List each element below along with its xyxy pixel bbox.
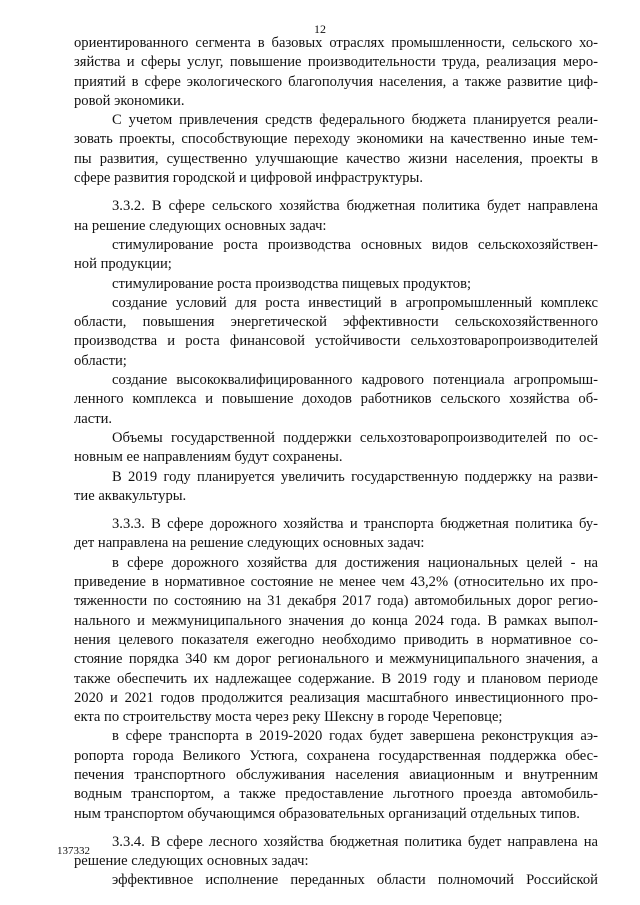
text-line: зяйства и сферы услуг, повышение производительности труда, реализация меро- xyxy=(74,54,598,71)
paragraph xyxy=(74,727,598,823)
paragraph xyxy=(74,111,598,188)
text-line: ориентированного сегмента в базовых отраслях промышленности, сельского хо- xyxy=(74,35,598,51)
text-line: также обеспечить их надлежащее содержание. В 2019 году и плановом периоде xyxy=(74,670,598,687)
text-line: ным транспортом обучающимся образовательных организаций отдельных типов. xyxy=(74,805,580,822)
text-line: ропорта города Великого Устюга, сохранена государственная поддержка обес- xyxy=(74,747,598,764)
text-line: ласти. xyxy=(74,410,113,427)
text-line: эффективное исполнение переданных области полномочий Российской xyxy=(112,872,598,889)
text-line: нального и межмуниципального значения до конца 2024 года. В рамках выпол- xyxy=(74,612,598,629)
text-line: в сфере транспорта в 2019-2020 годах будет завершена реконструкция аэ- xyxy=(112,728,598,745)
text-line: в сфере дорожного хозяйства для достижения национальных целей - на xyxy=(112,554,598,571)
paragraph xyxy=(74,197,598,236)
text-line: ленного комплекса и повышение доходов работников сельского хозяйства об- xyxy=(74,391,598,408)
text-line: ровой экономики. xyxy=(74,92,185,109)
text-line: стимулирование роста производства пищевых продуктов; xyxy=(112,275,472,292)
text-line: приятий в сфере экологического благополучия населения, а также развитие циф- xyxy=(74,73,598,90)
text-line: 2020 и 2021 годов продолжится реализация масштабного инвестиционного про- xyxy=(74,689,598,706)
text-line: тяженности по состоянию на 31 декабря 2017 года) автомобильных дорог регио- xyxy=(74,593,598,610)
text-line: ной продукции; xyxy=(74,256,172,273)
text-line: на решение следующих основных задач: xyxy=(74,217,327,234)
text-line: производства и роста финансовой устойчивости сельхозтоваропроизводителей xyxy=(74,333,598,350)
body-text xyxy=(74,34,598,891)
text-line: 3.3.4. В сфере лесного хозяйства бюджетная политика будет направлена на xyxy=(112,833,598,850)
text-line: области, повышения энергетической эффективности сельскохозяйственного xyxy=(74,314,598,331)
text-line: 3.3.2. В сфере сельского хозяйства бюджетная политика будет направлена xyxy=(112,198,598,215)
text-line: Объемы государственной поддержки сельхозтоваропроизводителей по ос- xyxy=(112,429,598,446)
text-line: нения целевого показателя ежегодно необходимо приводить в нормативное со- xyxy=(74,631,598,648)
paragraph xyxy=(74,554,598,728)
text-line: приведение в нормативное состояние не менее чем 43,2% (относительно их про- xyxy=(74,574,598,591)
document-stamp: 137332 xyxy=(57,845,90,857)
text-line: водным транспортом, а также предоставление льготного проезда автомобиль- xyxy=(74,786,598,803)
text-line: сфере развития городской и цифровой инфраструктуры. xyxy=(74,170,423,187)
text-line: печения транспортного обслуживания населения авиационным и внутренним xyxy=(74,766,598,783)
text-line: С учетом привлечения средств федерального бюджета планируется реали- xyxy=(112,112,598,129)
paragraph xyxy=(74,34,598,111)
paragraph xyxy=(74,371,598,429)
text-line: В 2019 году планируется увеличить государственную поддержку на разви- xyxy=(112,468,598,485)
text-line: дет направлена на решение следующих основных задач: xyxy=(74,535,425,552)
paragraph xyxy=(74,236,598,275)
text-line: области; xyxy=(74,352,127,369)
paragraph xyxy=(74,294,598,371)
page-number: 12 xyxy=(314,22,326,36)
text-line: екта по строительству моста через реку Шексну в городе Череповце; xyxy=(74,709,503,726)
text-line: 3.3.3. В сфере дорожного хозяйства и транспорта бюджетная политика бу- xyxy=(112,516,598,533)
text-line: зовать проекты, способствующие переходу экономики на качественно иные тем- xyxy=(74,131,598,148)
paragraph xyxy=(74,429,598,468)
paragraph xyxy=(74,275,598,294)
paragraph xyxy=(74,833,598,872)
text-line: новным ее направлениям будут сохранены. xyxy=(74,449,343,466)
text-line: создание условий для роста инвестиций в агропромышленный комплекс xyxy=(112,294,598,311)
text-line: пы развития, существенно улучшающие качество жизни населения, проекты в xyxy=(74,150,598,167)
paragraph xyxy=(74,871,598,890)
paragraph xyxy=(74,515,598,554)
text-line: стояние порядка 340 км дорог регионального и межмуниципального значения, а xyxy=(74,651,598,668)
text-line: создание высококвалифицированного кадрового потенциала агропромыш- xyxy=(112,372,598,389)
paragraph xyxy=(74,468,598,507)
text-line: решение следующих основных задач: xyxy=(74,853,309,870)
text-line: стимулирование роста производства основных видов сельскохозяйствен- xyxy=(112,236,598,253)
text-line: тие аквакультуры. xyxy=(74,487,187,504)
